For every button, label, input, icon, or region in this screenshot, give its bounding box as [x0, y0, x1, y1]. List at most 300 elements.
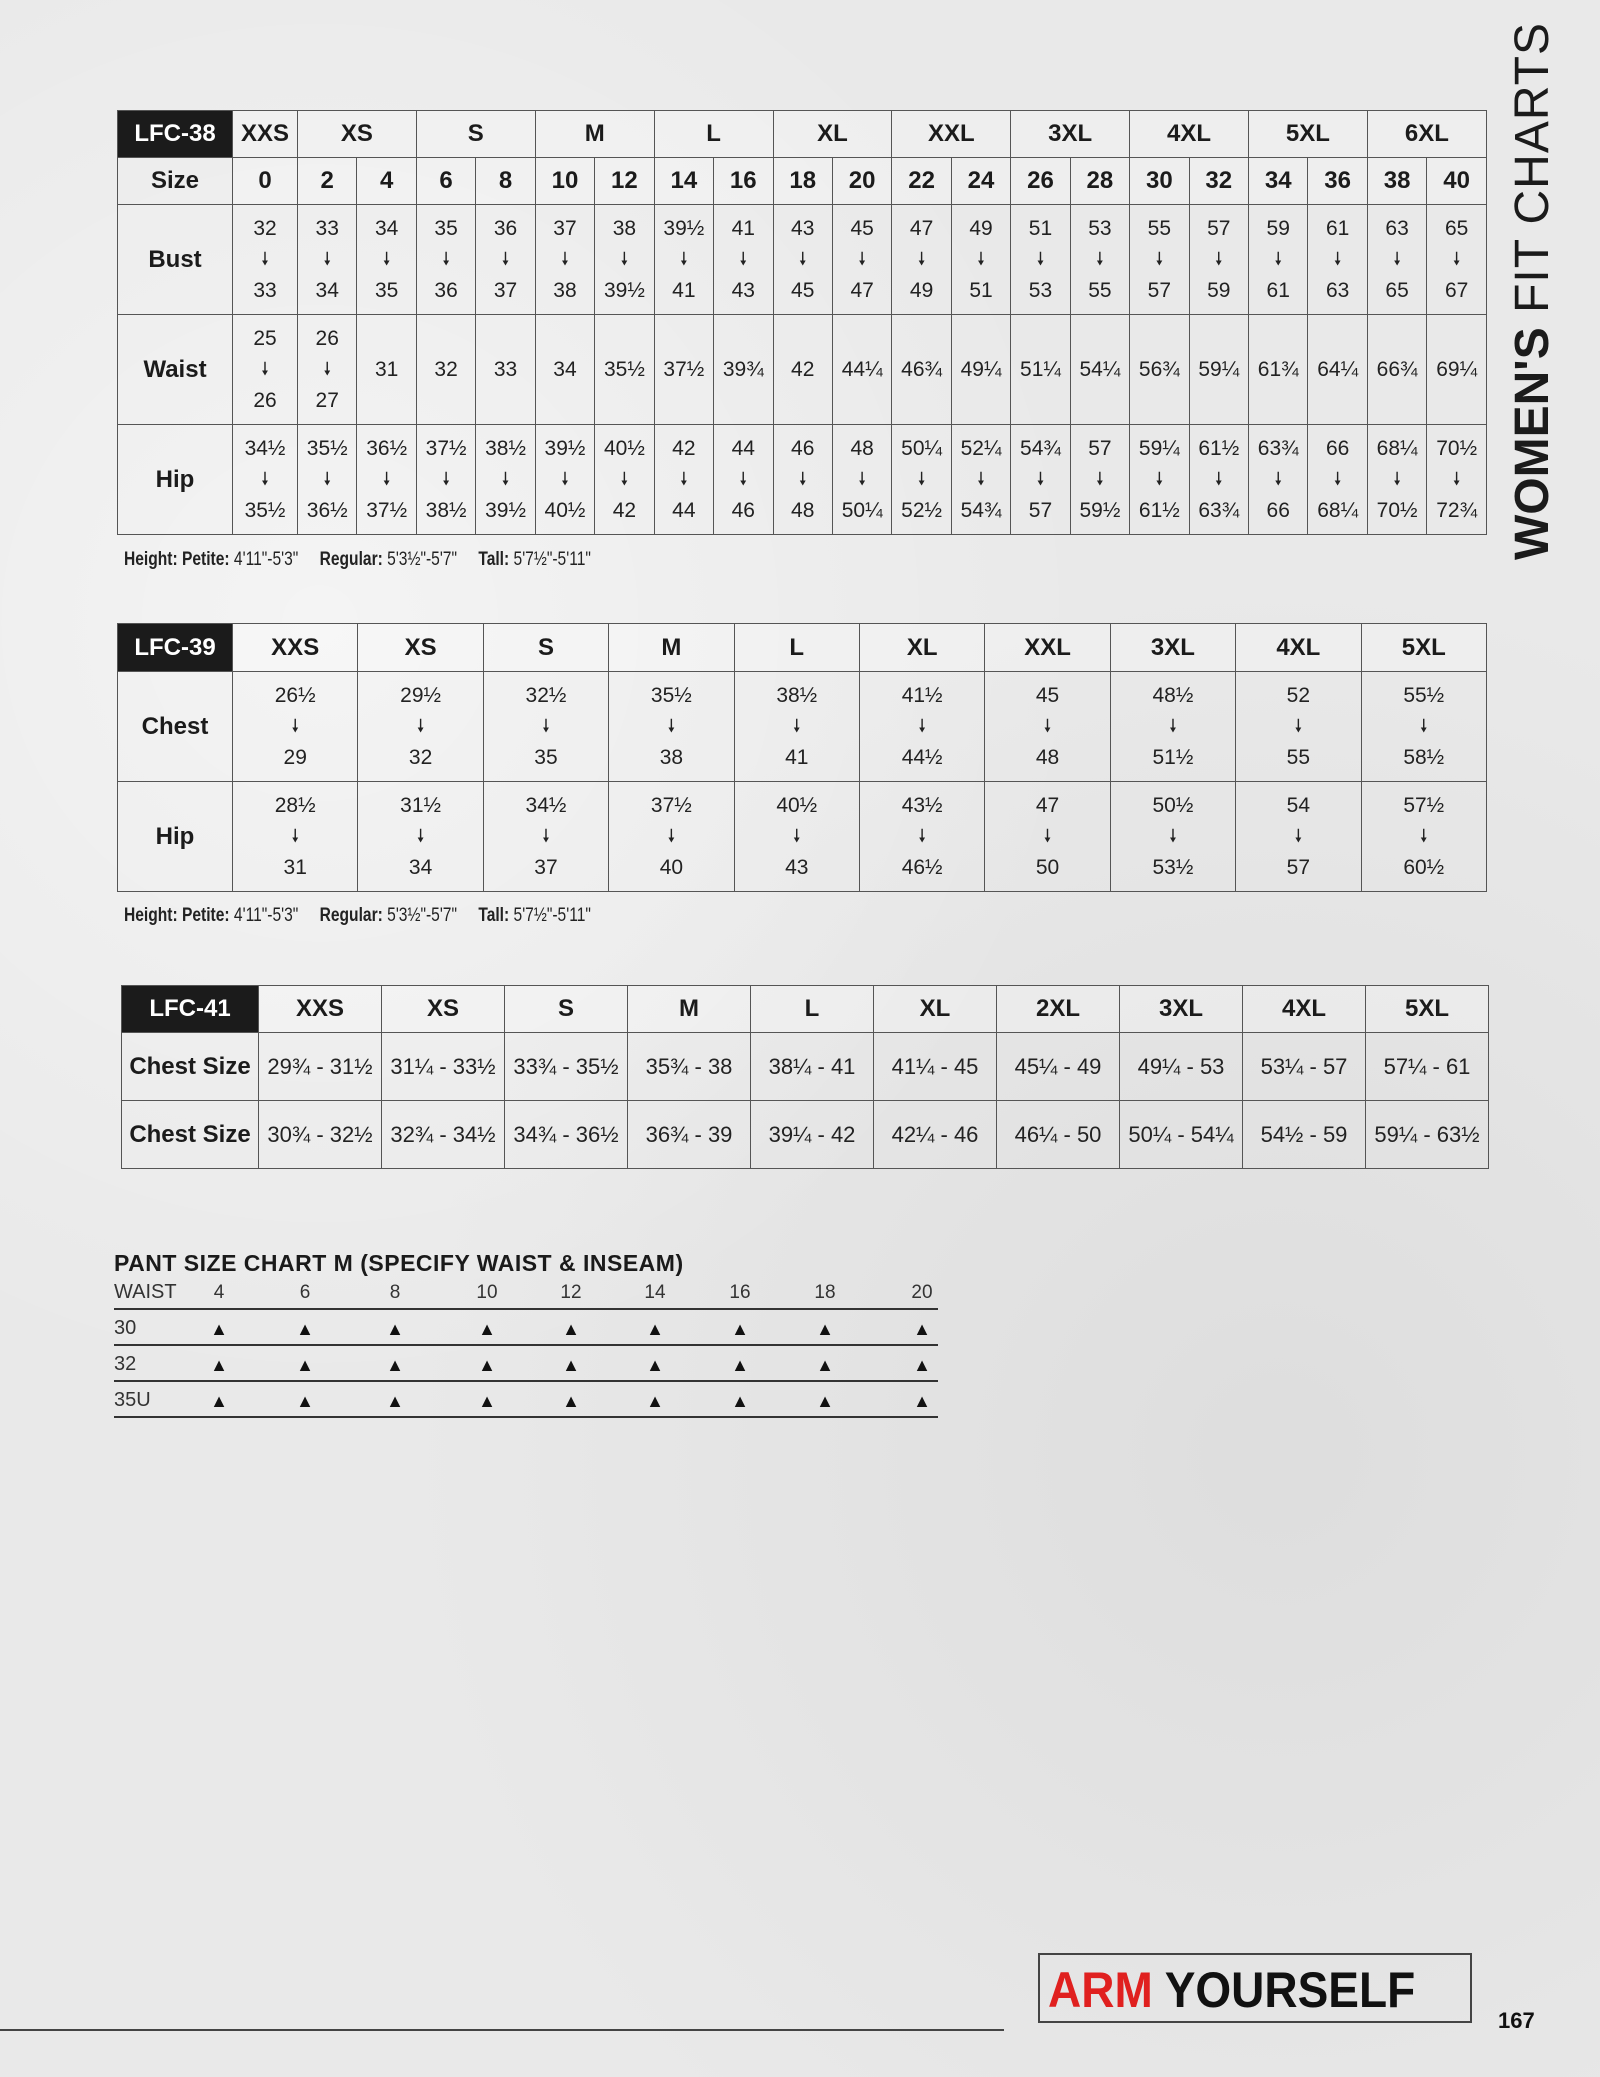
waist-value: 6 [299, 1282, 311, 1303]
down-arrow-icon: 🠗 [261, 469, 269, 489]
value-from: 34½ [244, 437, 286, 460]
value-from: 33 [315, 217, 339, 240]
size-number: 20 [832, 158, 891, 205]
down-arrow-icon: 🠗 [1036, 249, 1045, 269]
size-number: 10 [535, 158, 594, 205]
measure-row [118, 672, 1487, 782]
value-from: 37 [553, 217, 577, 240]
value: 39¾ [722, 358, 764, 381]
available-triangle-icon: ▲ [562, 1391, 580, 1411]
size-number: 14 [654, 158, 713, 205]
size-number: 36 [1308, 158, 1367, 205]
measure-cell [535, 315, 594, 425]
value-to: 50¼ [841, 499, 883, 522]
down-arrow-icon: 🠗 [977, 249, 985, 269]
waist-value: 14 [644, 1282, 666, 1303]
value: 61¾ [1257, 358, 1299, 381]
value: 69¼ [1436, 358, 1478, 381]
value-to: 37 [534, 856, 558, 879]
value-to: 57 [1286, 856, 1310, 879]
measure-cell [773, 205, 832, 315]
value-from: 50¼ [901, 437, 943, 460]
size-group: XXS [259, 986, 382, 1033]
measure-cell [773, 315, 832, 425]
down-arrow-icon: 🠗 [1419, 716, 1428, 736]
down-arrow-icon: 🠗 [323, 469, 332, 489]
measure-cell [654, 205, 713, 315]
value-to: 53½ [1152, 856, 1194, 879]
size-group: XXL [892, 111, 1011, 158]
value: 33 [493, 358, 518, 381]
value-to: 54¾ [960, 499, 1002, 522]
value-from: 26½ [274, 684, 316, 707]
size-number: 26 [1011, 158, 1070, 205]
size-number: 32 [1189, 158, 1248, 205]
size-group: M [609, 624, 734, 672]
value-from: 35½ [650, 684, 692, 707]
available-triangle-icon: ▲ [386, 1391, 404, 1411]
size-group: 5XL [1249, 111, 1368, 158]
measure-cell [1427, 205, 1487, 315]
measure-cell [714, 205, 773, 315]
row-label: Hip [118, 425, 233, 535]
value-to: 38 [553, 279, 577, 302]
value: 64¼ [1317, 358, 1359, 381]
value-from: 36 [493, 217, 518, 240]
size-group: 3XL [1011, 111, 1130, 158]
measure-cell [1367, 315, 1426, 425]
down-arrow-icon: 🠗 [1333, 249, 1342, 269]
chart-code: LFC-38 [118, 111, 233, 158]
size-group: XL [874, 986, 997, 1033]
down-arrow-icon: 🠗 [501, 469, 510, 489]
row-label: Bust [118, 205, 233, 315]
size-number: 34 [1249, 158, 1308, 205]
measure-cell [1189, 205, 1248, 315]
waist-value: 10 [476, 1282, 498, 1303]
value-to: 43 [785, 856, 809, 879]
down-arrow-icon: 🠗 [561, 469, 569, 489]
value-from: 40½ [776, 794, 818, 817]
value-from: 40½ [603, 437, 645, 460]
measure-cell [859, 782, 984, 892]
size-group: 4XL [1236, 624, 1361, 672]
down-arrow-icon: 🠗 [798, 469, 807, 489]
down-arrow-icon: 🠗 [679, 249, 688, 269]
value-from: 59 [1266, 217, 1290, 240]
value: 49¼ [960, 358, 1002, 381]
size-number: 0 [233, 158, 298, 205]
down-arrow-icon: 🠗 [501, 249, 510, 269]
page-number: 167 [1498, 2008, 1535, 2033]
measure-cell [1308, 315, 1367, 425]
value-to: 48 [1035, 746, 1060, 769]
available-triangle-icon: ▲ [478, 1355, 496, 1375]
height-note-39: Height: Petite: 4'11"-5'3" Regular: 5'3½"-5'7" Tall: 5'7½"-5'11" [124, 905, 591, 926]
value-from: 47 [909, 217, 934, 240]
measure-cell [951, 315, 1010, 425]
value: 34 [553, 358, 577, 381]
measure-row [122, 1101, 1489, 1169]
value: 51¼ [1020, 358, 1061, 381]
value-from: 63¾ [1257, 437, 1299, 460]
value-from: 34 [374, 217, 399, 240]
down-arrow-icon: 🠗 [416, 826, 425, 846]
value-to: 72¾ [1436, 499, 1478, 522]
down-arrow-icon: 🠗 [858, 249, 867, 269]
inseam-label: 32 [114, 1353, 137, 1375]
size-number: 8 [476, 158, 535, 205]
size-group: S [505, 986, 628, 1033]
measure-cell [714, 425, 773, 535]
size-group: L [734, 624, 859, 672]
waist-value: 16 [729, 1282, 751, 1303]
size-group: XS [382, 986, 505, 1033]
size-number: 2 [298, 158, 357, 205]
value-to: 41 [785, 746, 809, 769]
chart-code: LFC-41 [122, 986, 259, 1033]
down-arrow-icon: 🠗 [917, 249, 926, 269]
height-note-38: Height: Petite: 4'11"-5'3" Regular: 5'3½"-5'7" Tall: 5'7½"-5'11" [124, 549, 591, 570]
value-to: 49 [909, 279, 934, 302]
down-arrow-icon: 🠗 [1155, 249, 1164, 269]
down-arrow-icon: 🠗 [667, 826, 676, 846]
size-group: XXL [985, 624, 1110, 672]
value-to: 58½ [1403, 746, 1445, 769]
value-from: 70½ [1436, 437, 1478, 460]
value-to: 27 [315, 389, 339, 412]
measure-cell: 54½ - 59 [1243, 1101, 1366, 1169]
value-to: 61½ [1138, 499, 1180, 522]
measure-row [118, 315, 1487, 425]
measure-cell: 50¼ - 54¼ [1120, 1101, 1243, 1169]
down-arrow-icon: 🠗 [323, 249, 332, 269]
down-arrow-icon: 🠗 [1214, 469, 1223, 489]
measure-cell: 32¾ - 34½ [382, 1101, 505, 1169]
down-arrow-icon: 🠗 [291, 826, 300, 846]
pant-chart-title: PANT SIZE CHART M (SPECIFY WAIST & INSEAM) [114, 1250, 684, 1276]
measure-row [118, 782, 1487, 892]
value-to: 43 [731, 279, 755, 302]
value-from: 45 [1035, 684, 1060, 707]
value-to: 35 [534, 746, 558, 769]
value-from: 32½ [525, 684, 567, 707]
value-to: 33 [253, 279, 277, 302]
size-group: XXS [233, 624, 358, 672]
down-arrow-icon: 🠗 [323, 359, 332, 379]
measure-cell [357, 425, 416, 535]
value-from: 57 [1207, 217, 1231, 240]
value: 46¾ [901, 358, 943, 381]
size-number: 12 [595, 158, 654, 205]
size-group: M [628, 986, 751, 1033]
measure-cell: 39¼ - 42 [751, 1101, 874, 1169]
available-triangle-icon: ▲ [731, 1391, 749, 1411]
size-group: XS [298, 111, 417, 158]
down-arrow-icon: 🠗 [858, 469, 867, 489]
lfc38-chart [117, 110, 1487, 535]
value: 35½ [603, 358, 645, 381]
measure-cell [1110, 782, 1235, 892]
value-from: 47 [1035, 794, 1060, 817]
value-from: 25 [253, 327, 277, 350]
measure-cell [1189, 315, 1248, 425]
down-arrow-icon: 🠗 [918, 826, 927, 846]
available-triangle-icon: ▲ [296, 1319, 314, 1339]
size-group: 3XL [1120, 986, 1243, 1033]
measure-cell [595, 205, 654, 315]
size-group: 4XL [1243, 986, 1366, 1033]
value-to: 40 [659, 856, 684, 879]
down-arrow-icon: 🠗 [1155, 469, 1164, 489]
down-arrow-icon: 🠗 [442, 249, 450, 269]
value-to: 70½ [1376, 499, 1418, 522]
measure-cell: 41¼ - 45 [874, 1033, 997, 1101]
measure-cell [1011, 425, 1070, 535]
measure-cell [595, 425, 654, 535]
value-from: 45 [850, 217, 874, 240]
measure-cell [859, 672, 984, 782]
value-to: 53 [1028, 279, 1053, 302]
measure-cell [1070, 315, 1129, 425]
value-to: 50 [1035, 856, 1060, 879]
available-triangle-icon: ▲ [386, 1319, 404, 1339]
row-label: Hip [118, 782, 233, 892]
down-arrow-icon: 🠗 [1043, 716, 1052, 736]
value: 66¾ [1376, 358, 1418, 381]
measure-cell [1011, 315, 1070, 425]
value-from: 35 [434, 217, 458, 240]
value-from: 53 [1088, 217, 1112, 240]
value-to: 57 [1028, 499, 1053, 522]
value-from: 68¼ [1376, 437, 1418, 460]
size-group: S [416, 111, 535, 158]
measure-cell [476, 205, 535, 315]
size-number: 6 [416, 158, 475, 205]
size-group: XS [358, 624, 483, 672]
value-from: 54¾ [1020, 437, 1061, 460]
down-arrow-icon: 🠗 [1274, 249, 1283, 269]
available-triangle-icon: ▲ [913, 1355, 931, 1375]
size-group: XL [859, 624, 984, 672]
size-group: 5XL [1361, 624, 1486, 672]
value-from: 36½ [366, 437, 408, 460]
measure-cell [1427, 425, 1487, 535]
value-to: 59 [1207, 279, 1231, 302]
down-arrow-icon: 🠗 [667, 716, 676, 736]
value-to: 67 [1444, 279, 1469, 302]
down-arrow-icon: 🠗 [1294, 716, 1303, 736]
value-from: 52 [1286, 684, 1310, 707]
measure-cell [1236, 672, 1361, 782]
measure-cell [233, 782, 358, 892]
measure-cell [357, 205, 416, 315]
value: 56¾ [1138, 358, 1180, 381]
down-arrow-icon: 🠗 [1419, 826, 1428, 846]
down-arrow-icon: 🠗 [1043, 826, 1052, 846]
measure-cell [1308, 205, 1367, 315]
measure-cell [1367, 425, 1426, 535]
down-arrow-icon: 🠗 [261, 359, 269, 379]
value-from: 28½ [274, 794, 316, 817]
footer-divider [0, 2029, 1004, 2031]
title-bold: WOMEN'S [1506, 327, 1559, 560]
value-to: 38½ [425, 499, 467, 522]
measure-cell: 34¾ - 36½ [505, 1101, 628, 1169]
row-label: Size [118, 158, 233, 205]
value-from: 61½ [1198, 437, 1240, 460]
measure-cell [951, 425, 1010, 535]
measure-cell [1236, 782, 1361, 892]
size-group: 5XL [1366, 986, 1489, 1033]
value-to: 55 [1286, 746, 1310, 769]
value-to: 52½ [901, 499, 943, 522]
value: 44¼ [841, 358, 883, 381]
measure-cell: 36¾ - 39 [628, 1101, 751, 1169]
waist-value: 4 [213, 1282, 225, 1303]
down-arrow-icon: 🠗 [977, 469, 985, 489]
measure-cell [1367, 205, 1426, 315]
down-arrow-icon: 🠗 [1393, 469, 1401, 489]
value-from: 35½ [306, 437, 348, 460]
available-triangle-icon: ▲ [731, 1319, 749, 1339]
available-triangle-icon: ▲ [646, 1319, 664, 1339]
value-to: 47 [850, 279, 874, 302]
measure-cell [1130, 205, 1189, 315]
measure-cell [1249, 205, 1308, 315]
size-group: 3XL [1110, 624, 1235, 672]
value-to: 31 [283, 856, 307, 879]
size-group: 2XL [997, 986, 1120, 1033]
pant-row [114, 1346, 938, 1382]
value-to: 42 [612, 499, 637, 522]
value-to: 61 [1266, 279, 1290, 302]
measure-row [118, 425, 1487, 535]
down-arrow-icon: 🠗 [1096, 249, 1104, 269]
value-from: 34½ [525, 794, 567, 817]
available-triangle-icon: ▲ [731, 1355, 749, 1375]
row-label: Chest Size [122, 1101, 259, 1169]
waist-value: 12 [560, 1282, 582, 1303]
down-arrow-icon: 🠗 [542, 826, 550, 846]
value-to: 44½ [901, 746, 943, 769]
measure-cell [1249, 315, 1308, 425]
measure-cell [985, 672, 1110, 782]
measure-cell [298, 315, 357, 425]
value: 54¼ [1079, 358, 1121, 381]
value-to: 37 [493, 279, 518, 302]
measure-cell [233, 205, 298, 315]
value-to: 59½ [1079, 499, 1121, 522]
page-title [1505, 22, 1565, 560]
value-to: 48 [791, 499, 815, 522]
measure-cell [357, 315, 416, 425]
header-row [118, 624, 1487, 672]
value-from: 37½ [650, 794, 692, 817]
value-from: 39½ [663, 217, 705, 240]
measure-cell [233, 425, 298, 535]
value-to: 26 [253, 389, 277, 412]
brand-logo [1038, 1953, 1474, 2023]
waist-value: 20 [911, 1282, 933, 1303]
value-from: 55½ [1403, 684, 1445, 707]
value-to: 63 [1325, 279, 1350, 302]
size-number: 4 [357, 158, 416, 205]
down-arrow-icon: 🠗 [620, 469, 629, 489]
value-to: 51½ [1152, 746, 1194, 769]
available-triangle-icon: ▲ [562, 1355, 580, 1375]
size-group: L [654, 111, 773, 158]
value-to: 63¾ [1198, 499, 1240, 522]
down-arrow-icon: 🠗 [798, 249, 807, 269]
value-from: 48 [850, 437, 874, 460]
down-arrow-icon: 🠗 [739, 469, 748, 489]
available-triangle-icon: ▲ [296, 1391, 314, 1411]
down-arrow-icon: 🠗 [261, 249, 269, 269]
measure-cell [1130, 315, 1189, 425]
value-to: 32 [408, 746, 433, 769]
measure-cell [951, 205, 1010, 315]
value-from: 44 [731, 437, 755, 460]
value-to: 57 [1147, 279, 1172, 302]
measure-cell [1011, 205, 1070, 315]
measure-cell: 42¼ - 46 [874, 1101, 997, 1169]
measure-cell [233, 672, 358, 782]
value-to: 38 [659, 746, 684, 769]
measure-cell [734, 672, 859, 782]
value-from: 57½ [1403, 794, 1445, 817]
available-triangle-icon: ▲ [386, 1355, 404, 1375]
measure-cell [654, 425, 713, 535]
value-to: 51 [969, 279, 993, 302]
measure-cell [1308, 425, 1367, 535]
value-from: 43½ [901, 794, 943, 817]
measure-cell: 33¾ - 35½ [505, 1033, 628, 1101]
down-arrow-icon: 🠗 [1294, 826, 1303, 846]
value-to: 65 [1385, 279, 1409, 302]
title-light: FIT CHARTS [1506, 22, 1559, 328]
measure-cell [985, 782, 1110, 892]
value: 31 [374, 358, 399, 381]
value-to: 37½ [366, 499, 408, 522]
size-number: 18 [773, 158, 832, 205]
value: 42 [791, 358, 815, 381]
value-from: 61 [1325, 217, 1350, 240]
waist-value: 18 [814, 1282, 836, 1303]
value-from: 43 [791, 217, 815, 240]
down-arrow-icon: 🠗 [1169, 826, 1177, 846]
available-triangle-icon: ▲ [816, 1355, 834, 1375]
measure-cell [609, 672, 734, 782]
down-arrow-icon: 🠗 [542, 716, 550, 736]
down-arrow-icon: 🠗 [561, 249, 569, 269]
value-from: 54 [1286, 794, 1310, 817]
row-label: Chest [118, 672, 233, 782]
value-to: 66 [1266, 499, 1290, 522]
down-arrow-icon: 🠗 [416, 716, 425, 736]
row-label: Waist [118, 315, 233, 425]
available-triangle-icon: ▲ [913, 1319, 931, 1339]
value-to: 55 [1088, 279, 1112, 302]
size-number: 30 [1130, 158, 1189, 205]
measure-cell: 59¼ - 63½ [1366, 1101, 1489, 1169]
down-arrow-icon: 🠗 [917, 469, 926, 489]
available-triangle-icon: ▲ [646, 1355, 664, 1375]
value-to: 44 [672, 499, 696, 522]
logo-red-text: ARM [1048, 1962, 1153, 2018]
measure-cell [298, 425, 357, 535]
value-to: 35 [374, 279, 399, 302]
